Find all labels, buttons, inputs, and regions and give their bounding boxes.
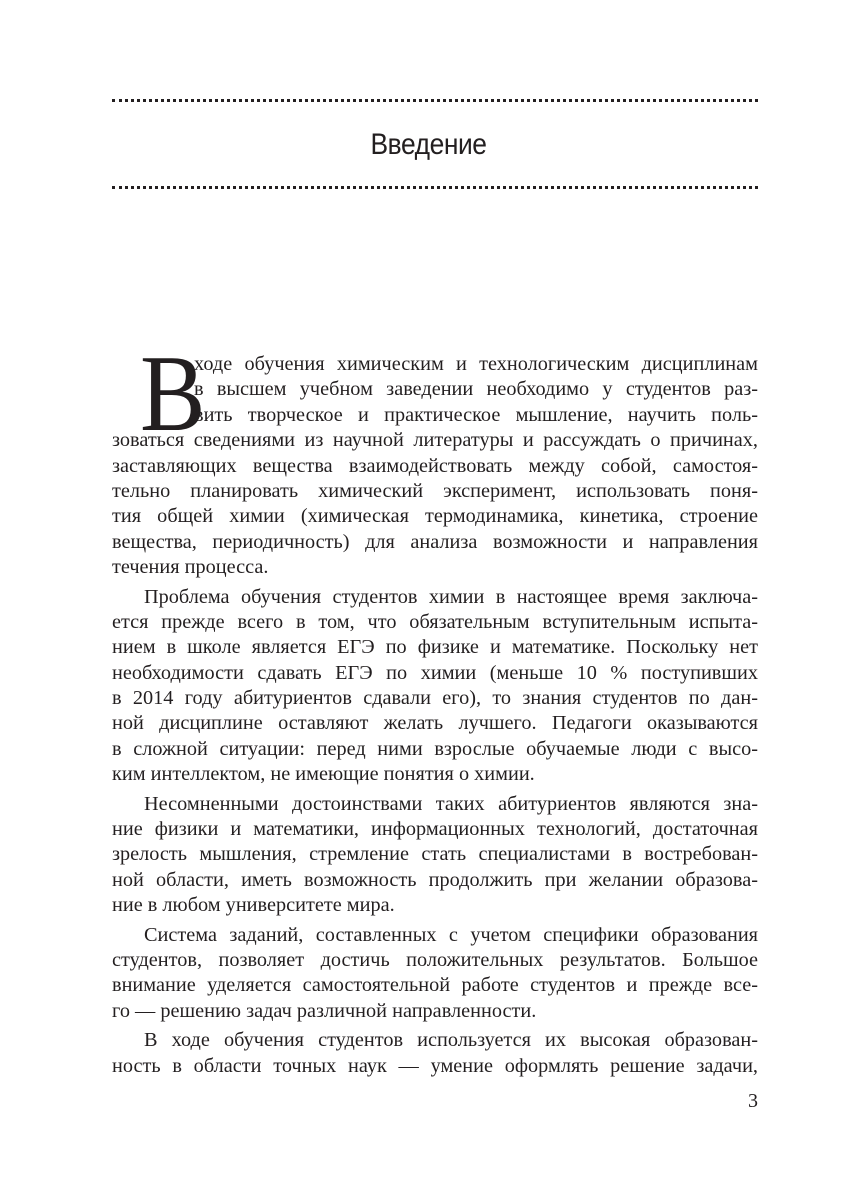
text-line: в высшем учебном заведении необходимо у студентов раз- <box>194 378 758 401</box>
paragraph-5 <box>112 1028 758 1079</box>
text-line: необходимости сдавать ЕГЭ по химии (меньше 10 % поступивших <box>112 661 758 684</box>
text-line: ние в любом университете мира. <box>112 894 395 917</box>
drop-cap: В <box>140 333 206 454</box>
text-line: зоваться сведениями из научной литературы и рассуждать о причинах, <box>112 429 758 452</box>
text-line: Система заданий, составленных с учетом специфики образования <box>144 923 758 946</box>
text-line: студентов, позволяет достичь положительных результатов. Большое <box>112 948 758 971</box>
text-line: зрелость мышления, стремление стать специалистами в востребован- <box>112 843 758 866</box>
text-line: тия общей химии (химическая термодинамика, кинетика, строение <box>112 505 758 528</box>
text-line: В ходе обучения студентов используется их высокая образован- <box>144 1029 758 1052</box>
text-line: ким интеллектом, не имеющие понятия о химии. <box>112 763 535 786</box>
text-line: ется прежде всего в том, что обязательным вступительным испыта- <box>112 610 758 633</box>
paragraph-4 <box>112 923 758 1025</box>
text-line: го — решению задач различной направленности. <box>112 999 537 1022</box>
text-line: ной дисциплине оставляют желать лучшего. Педагоги оказываются <box>112 712 758 735</box>
bottom-dotted-rule <box>112 186 758 189</box>
text-line: вить творческое и практическое мышление, научить поль- <box>194 403 758 426</box>
text-line: ние физики и математики, информационных технологий, достаточная <box>112 818 758 841</box>
paragraph-3 <box>112 792 758 919</box>
text-line: нием в школе является ЕГЭ по физике и математике. Поскольку нет <box>112 636 758 659</box>
chapter-title: Введение <box>370 128 487 161</box>
paragraph-1 <box>112 333 758 581</box>
text-line: Несомненными достоинствами таких абитуриентов являются зна- <box>144 792 758 815</box>
text-line: внимание уделяется самостоятельной работе студентов и прежде все- <box>112 974 758 997</box>
text-line: заставляющих вещества взаимодействовать между собой, самостоя- <box>112 454 758 477</box>
text-line: ной области, иметь возможность продолжить при желании образова- <box>112 868 758 891</box>
text-line: Проблема обучения студентов химии в настоящее время заключа- <box>144 585 758 608</box>
text-line: течения процесса. <box>112 556 269 579</box>
body-text <box>112 333 758 1079</box>
page-number: 3 <box>748 1090 758 1112</box>
text-line: в сложной ситуации: перед ними взрослые обучаемые люди с высо- <box>112 737 758 760</box>
top-dotted-rule <box>112 99 758 102</box>
text-line: вещества, периодичность) для анализа возможности и направления <box>112 530 758 553</box>
text-line: в 2014 году абитуриентов сдавали его), то знания студентов по дан- <box>112 687 758 710</box>
paragraph-2 <box>112 585 758 788</box>
text-line: ность в области точных наук — умение оформлять решение задачи, <box>112 1054 758 1077</box>
text-line: тельно планировать химический эксперимент, использовать поня- <box>112 479 758 502</box>
text-line: ходе обучения химическим и технологическим дисциплинам <box>194 353 758 375</box>
